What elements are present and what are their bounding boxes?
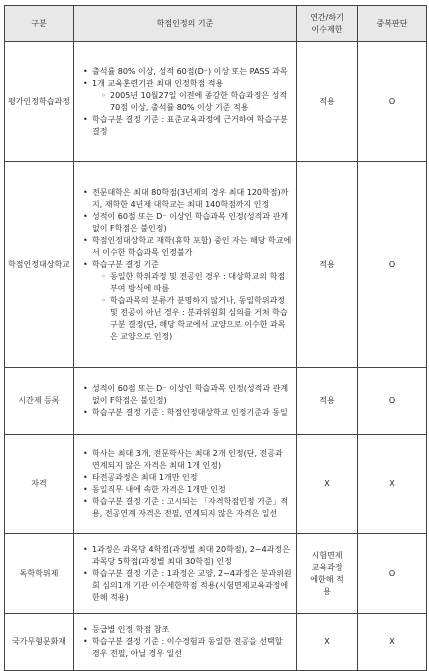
row-limit: 적용 [297,162,358,368]
criteria-item [92,484,292,496]
criteria-list [74,541,296,607]
criteria-text: 전문대학은 최대 80학점(3년제의 경우 최대 120학점)까지, 재학한 4년제 대학교는 최대 140학점까지 인정 [92,187,289,209]
header-limit: 연간/하기 이수제한 [297,6,358,42]
table-row [5,435,427,534]
row-category: 평가인정학습과정 [5,42,74,162]
row-category: 시간제 등록 [5,368,74,435]
row-criteria [74,162,297,368]
header-criteria: 학점인정의 기준 [74,6,297,42]
table-row [5,42,427,162]
criteria-item [92,259,292,343]
criteria-item [92,407,292,419]
table-row [5,614,427,671]
criteria-item [92,624,292,636]
credit-criteria-table [4,5,427,671]
header-duplicate: 중복판단 [358,6,427,42]
row-limit: 적용 [297,42,358,162]
row-limit: X [297,614,358,671]
criteria-list [74,445,296,523]
row-category: 국가무형문화재 [5,614,74,671]
row-duplicate: X [358,435,427,534]
criteria-text: 학습구분 결정 기준 [92,259,159,269]
row-criteria [74,42,297,162]
row-limit: 적용 [297,368,358,435]
criteria-text: 성적이 60점 또는 D⁻ 이상인 학습과목 인정(성적과 관계없이 F학점은 불인정) [92,211,289,233]
criteria-text: 성적이 60점 또는 D⁻ 이상인 학습과목 인정(성적과 관계없이 F학점은 불인정) [92,384,289,405]
criteria-sublist [92,90,292,114]
criteria-list [74,380,296,422]
row-duplicate: O [358,162,427,368]
criteria-text: 학습구분 결정 기준 : 표준교육과정에 근거하여 학습구분 결정 [92,114,288,136]
criteria-item [92,383,292,407]
criteria-text: 1과정은 과목당 4학점(과정별 최대 20학점), 2~4과정은 과목당 5학점(과정별 최대 30학점) 인정 [92,544,290,566]
row-duplicate: O [358,534,427,614]
criteria-list [74,621,296,663]
criteria-text: 학습구분 결정 기준 : 학점인정대상학교 인정기준과 동일 [92,408,288,417]
row-category: 학점인정대상학교 [5,162,74,368]
criteria-text: 출석률 80% 이상, 성적 60점(D⁻) 이상 또는 PASS 과목 [92,66,288,76]
criteria-sublist [92,271,292,343]
table-header-row [5,6,427,42]
criteria-text: 동일직무 내에 속한 자격은 1개만 인정 [92,485,226,494]
criteria-text: 학사는 최대 3개, 전문학사는 최대 2개 인정(단, 전공과 연계되지 않은 자격은 최대 1개 인정) [92,449,283,470]
criteria-text: 학습구분 결정 기준 : 고시되는 「자격학점인정 기준」적용, 전공연계 자격은 전필, 연계되지 않은 자격은 일선 [92,497,289,518]
table-row [5,368,427,435]
row-limit: X [297,435,358,534]
criteria-item [92,78,292,114]
criteria-subitem: ◦ 동일한 학위과정 및 전공인 경우 : 대상학교의 학점부여 방식에 따름 [110,271,292,295]
table-row [5,162,427,368]
criteria-item [92,66,292,78]
row-duplicate: O [358,42,427,162]
criteria-item [92,496,292,520]
criteria-item [92,472,292,484]
criteria-item [92,211,292,235]
criteria-text: 학습구분 결정 기준 : 1과정은 교양, 2~4과정은 분과위원회 심의1개 기관 이수제한학점 적용(시험면제교육과정에 한해 적용) [92,568,292,602]
criteria-subitem: ◦ 2005년 10월27일 이전에 종강한 학습과정은 성적 70점 이상, 출석률 80% 이상 기준 적용 [110,90,292,114]
row-limit: 시험면제 교육과정 에한해 적 용 [297,534,358,614]
criteria-text: 1개 교육훈련기관 최대 인정학점 적용 [92,78,224,88]
row-criteria [74,368,297,435]
criteria-item [92,544,292,568]
criteria-text: 등급별 인정 학점 참조 [92,625,170,634]
criteria-item [92,235,292,259]
criteria-list [74,63,296,141]
row-category: 독학학위제 [5,534,74,614]
criteria-item [92,568,292,604]
criteria-item [92,114,292,138]
row-category: 자격 [5,435,74,534]
criteria-list [74,184,296,346]
row-duplicate: O [358,368,427,435]
criteria-text: 학습구분 결정 기준 : 이수경험과 동일한 전공을 선택할 경우 전필, 아닐 경우 일선 [92,637,283,658]
row-criteria [74,614,297,671]
criteria-subitem: ◦ 학습과목의 분류가 분명하지 않거나, 동일학위과정 및 전공이 아닌 경우 : 분과위원회 심의를 거쳐 학습구분 결정(단, 해당 학교에서 교양으로 이수한 과목은 교양으로 인정) [110,295,292,343]
row-criteria [74,534,297,614]
criteria-text: 학점인정대상학교 재학(휴학 포함) 중인 자는 해당 학교에서 이수한 학습과목 인정불가 [92,235,292,257]
table-row [5,534,427,614]
header-category: 구분 [5,6,74,42]
criteria-text: 타전공과정은 최대 1개만 인정 [92,473,198,482]
row-duplicate: X [358,614,427,671]
row-criteria [74,435,297,534]
criteria-item [92,448,292,472]
criteria-item [92,636,292,660]
criteria-item [92,187,292,211]
